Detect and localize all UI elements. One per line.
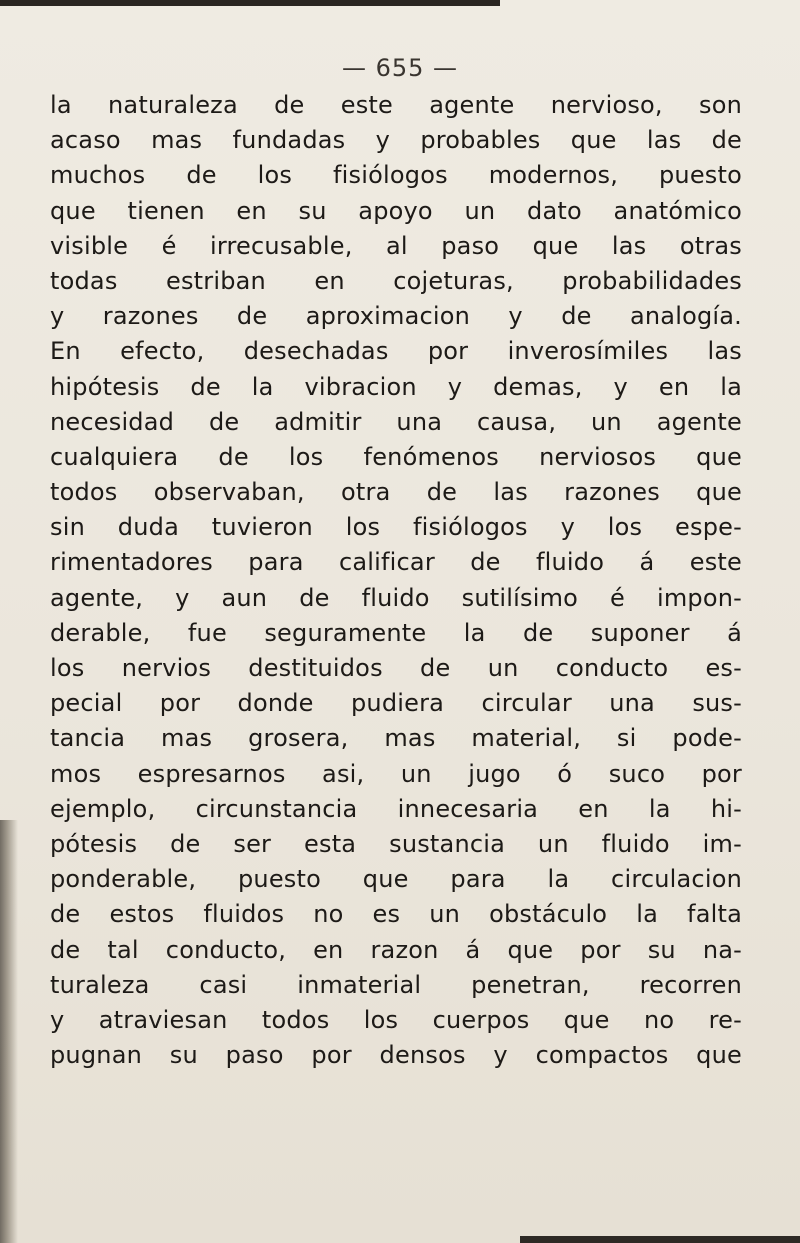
text-line: rimentadores para calificar de fluido á este (50, 548, 742, 577)
text-line: la naturaleza de este agente nervioso, son (50, 91, 742, 119)
text-line: de tal conducto, en razon á que por su na- (50, 935, 742, 964)
text-line: todas estriban en cojeturas, probabilidades (50, 266, 742, 295)
text-line: hipótesis de la vibracion y demas, y en la (50, 372, 742, 401)
bottom-edge-rule (520, 1236, 800, 1243)
text-line: ejemplo, circunstancia innecesaria en la hi- (50, 794, 742, 823)
text-line: todos observaban, otra de las razones que (50, 478, 742, 507)
page-gutter-shadow (0, 820, 18, 1243)
body-text (50, 88, 742, 1073)
text-line: derable, fue seguramente la de suponer á (50, 618, 742, 647)
text-line: acaso mas fundadas y probables que las de (50, 126, 742, 155)
top-edge-rule (0, 0, 500, 6)
text-line: agente, y aun de fluido sutilísimo é impon- (50, 583, 742, 612)
text-line: que tienen en su apoyo un dato anatómico (50, 196, 742, 225)
text-line: tancia mas grosera, mas material, si pode- (50, 724, 742, 753)
text-line: ponderable, puesto que para la circulacion (50, 865, 742, 894)
text-line: En efecto, desechadas por inverosímiles las (50, 337, 742, 366)
text-line: muchos de los fisiólogos modernos, puesto (50, 161, 742, 190)
text-line: visible é irrecusable, al paso que las otras (50, 231, 742, 260)
text-line: mos espresarnos asi, un jugo ó suco por (50, 759, 742, 788)
text-line: sin duda tuvieron los fisiólogos y los espe- (50, 513, 742, 542)
text-line: y atraviesan todos los cuerpos que no re- (50, 1005, 742, 1034)
text-line: pecial por donde pudiera circular una sus- (50, 689, 742, 718)
text-line: pótesis de ser esta sustancia un fluido im- (50, 829, 742, 858)
text-line: pugnan su paso por densos y compactos que (50, 1041, 742, 1070)
text-line: turaleza casi inmaterial penetran, recorren (50, 970, 742, 999)
text-line: de estos fluidos no es un obstáculo la falta (50, 900, 742, 929)
text-line: necesidad de admitir una causa, un agente (50, 407, 742, 436)
text-line: los nervios destituidos de un conducto es- (50, 654, 742, 682)
page-number: — 655 — (341, 54, 459, 82)
text-line: y razones de aproximacion y de analogía. (50, 302, 742, 331)
text-line: cualquiera de los fenómenos nerviosos que (50, 442, 742, 471)
